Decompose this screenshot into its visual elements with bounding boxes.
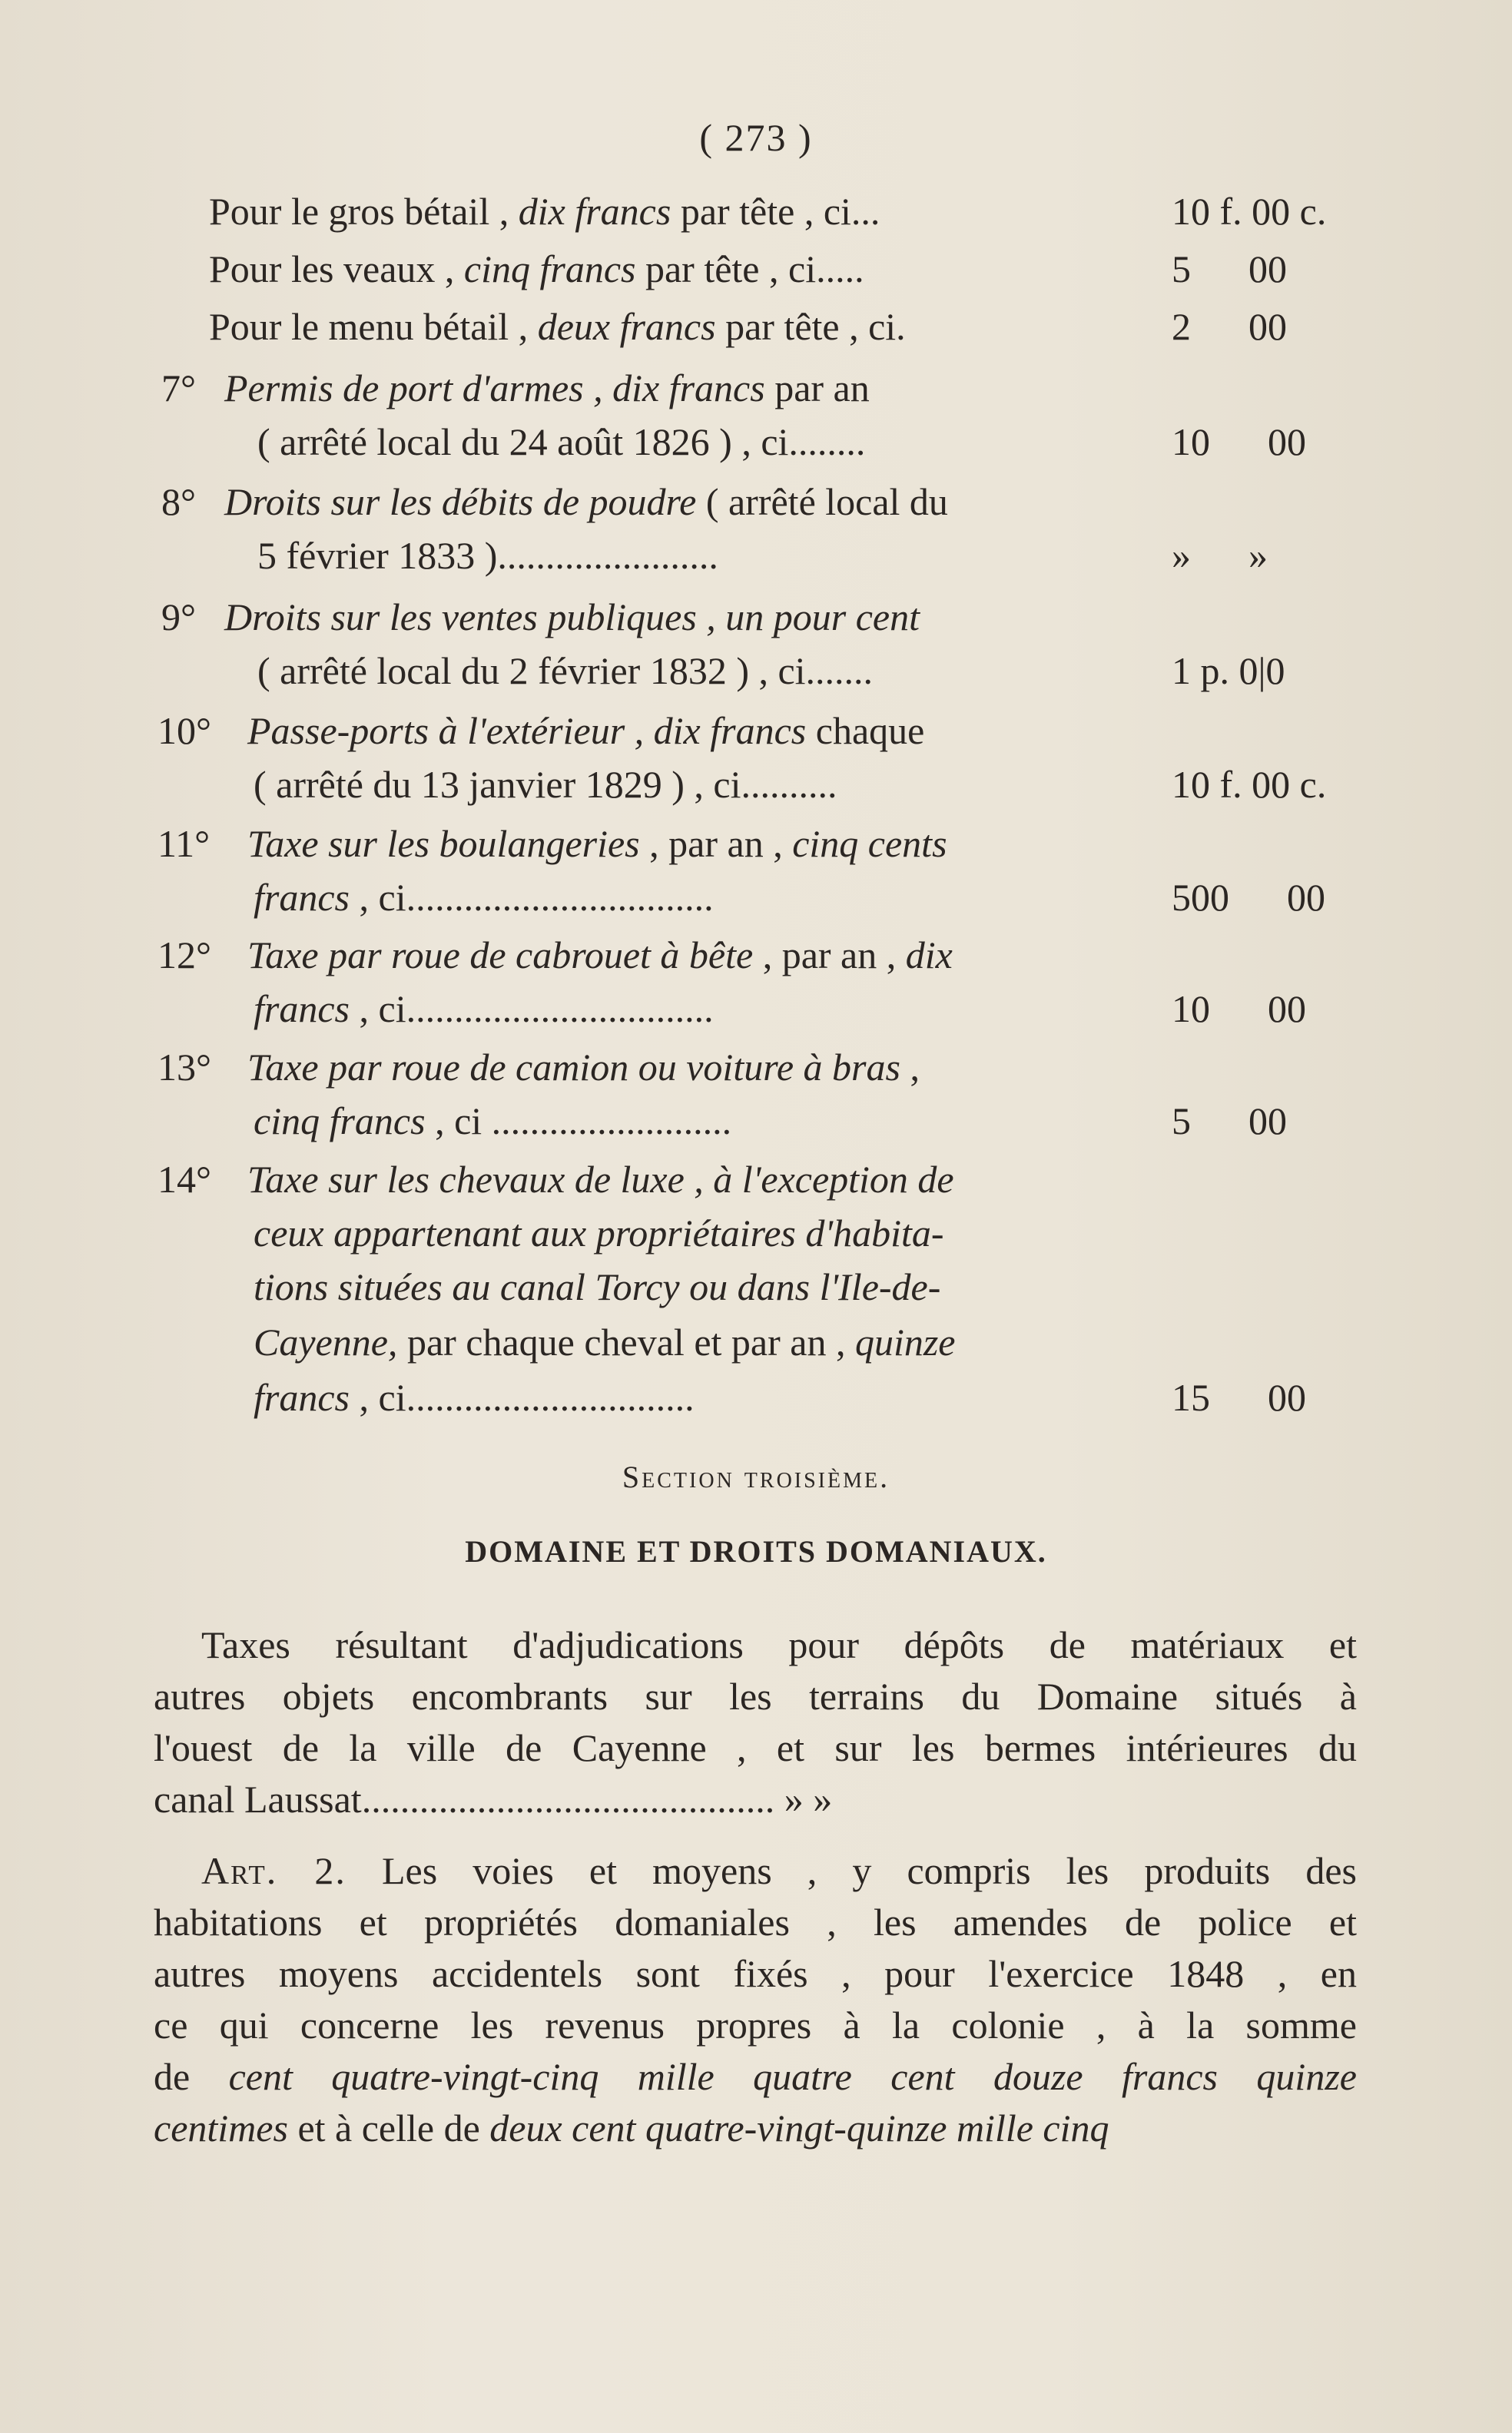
text-run: l'ouest de la ville de Cayenne , et sur les bermes intérieures du xyxy=(154,1726,1357,1769)
paragraph-line xyxy=(154,1619,1357,1671)
text-run: tions situées au canal Torcy ou dans l'Ile-de- xyxy=(254,1265,941,1308)
entry-amount: » » xyxy=(1172,534,1268,577)
text-run: centimes xyxy=(154,2107,288,2150)
text-run: habitations et propriétés domaniales , les amendes de police et xyxy=(154,1901,1357,1944)
text-run: Art. 2. xyxy=(201,1849,346,1892)
text-run: ( arrêté local du 24 août 1826 ) , ci........ xyxy=(257,420,866,463)
text-run: ceux appartenant aux propriétaires d'habita- xyxy=(254,1212,944,1255)
text-run: ( arrêté local du xyxy=(696,480,948,523)
text-run: dix francs xyxy=(518,190,671,233)
entry-number: 10° xyxy=(158,709,211,752)
text-run: Passe-ports à l'extérieur , dix francs xyxy=(247,709,807,752)
text-run: Taxes résultant d'adjudications pour dépôts de matériaux et xyxy=(201,1623,1357,1666)
text-run: quinze xyxy=(854,1321,956,1364)
text-run: , ci................................ xyxy=(350,987,714,1030)
text-run: francs xyxy=(254,876,350,919)
paragraph-line xyxy=(154,1722,1357,1774)
entry-line xyxy=(247,1152,954,1206)
entry-line xyxy=(209,300,906,353)
text-run: autres objets encombrants sur les terrains du Domaine situés à xyxy=(154,1675,1357,1718)
entry-line xyxy=(257,644,873,698)
entry-number: 8° xyxy=(161,480,196,523)
section-subtitle: DOMAINE ET DROITS DOMANIAUX. xyxy=(465,1534,1047,1569)
text-run: francs xyxy=(254,987,350,1030)
text-run: Taxe par roue de cabrouet à bête xyxy=(247,933,754,976)
entry-number: 12° xyxy=(158,933,211,976)
text-run: , xyxy=(900,1046,920,1089)
text-run: Pour les veaux , xyxy=(209,247,464,290)
text-run: deux cent quatre-vingt-quinze mille cinq xyxy=(489,2107,1109,2150)
text-run: par tête , ci... xyxy=(671,190,880,233)
entry-line xyxy=(254,1260,940,1314)
text-run: par an xyxy=(764,366,870,409)
text-run: Cayenne, xyxy=(254,1321,398,1364)
section-title: Section troisième. xyxy=(622,1460,890,1494)
text-run: cinq cents xyxy=(792,822,947,865)
text-run: et à celle de xyxy=(287,2107,490,2150)
text-run: cinq francs xyxy=(254,1099,426,1142)
text-run: , ci................................ xyxy=(350,876,714,919)
entry-line xyxy=(247,928,953,982)
entry-number: 7° xyxy=(161,366,196,409)
paragraph-line xyxy=(154,1845,1357,1897)
paragraph-line xyxy=(154,2103,1357,2154)
text-run: canal Laussat........................................... » » xyxy=(154,1778,833,1821)
text-run: deux francs xyxy=(537,305,716,348)
text-run: par tête , ci. xyxy=(715,305,906,348)
paragraph-line xyxy=(154,1948,1357,2000)
text-run: Taxe sur les boulangeries xyxy=(247,822,640,865)
entry-line xyxy=(247,704,924,757)
entry-line xyxy=(254,870,714,924)
text-run: ( arrêté du 13 janvier 1829 ) , ci.......... xyxy=(254,763,837,806)
text-run: chaque xyxy=(806,709,925,752)
entry-amount: 10 f. 00 c. xyxy=(1172,190,1327,233)
text-run: Taxe sur les chevaux de luxe , à l'exception de xyxy=(247,1158,954,1201)
text-run: Droits sur les ventes publiques , un pour cent xyxy=(224,595,920,638)
entry-line xyxy=(257,415,865,469)
entry-line xyxy=(247,817,947,870)
entry-line xyxy=(254,1206,944,1260)
paragraph-line xyxy=(154,1897,1357,1948)
entry-line xyxy=(254,1371,695,1424)
paragraph-line xyxy=(154,1671,1357,1722)
text-run: Permis de port d'armes , dix francs xyxy=(224,366,765,409)
entry-amount: 10 f. 00 c. xyxy=(1172,763,1327,806)
text-run: cinq francs xyxy=(463,247,636,290)
text-run: par tête , ci..... xyxy=(635,247,864,290)
entry-line xyxy=(257,529,718,582)
entry-amount: 2 00 xyxy=(1172,305,1287,348)
text-run: par chaque cheval et par an , xyxy=(397,1321,855,1364)
text-run: de xyxy=(154,2055,229,2098)
entry-amount: 15 00 xyxy=(1172,1376,1306,1419)
text-run: , par an , xyxy=(639,822,793,865)
text-run: Pour le menu bétail , xyxy=(209,305,538,348)
page-number: ( 273 ) xyxy=(699,116,813,159)
entry-line xyxy=(254,757,837,811)
entry-amount: 500 00 xyxy=(1172,876,1325,919)
text-run: autres moyens accidentels sont fixés , pour l'exercice 1848 , en xyxy=(154,1952,1357,1995)
entry-line xyxy=(254,982,714,1036)
text-run: , ci ......................... xyxy=(425,1099,732,1142)
entry-amount: 5 00 xyxy=(1172,1099,1287,1142)
entry-amount: 10 00 xyxy=(1172,420,1306,463)
article-2-paragraph xyxy=(154,1845,1357,2154)
domain-taxes-paragraph xyxy=(154,1619,1357,1825)
entry-line xyxy=(209,184,880,238)
text-run: ce qui concerne les revenus propres à la colonie , à la somme xyxy=(154,2004,1357,2047)
entry-line xyxy=(224,475,948,529)
entry-line xyxy=(247,1040,920,1094)
text-run: ( arrêté local du 2 février 1832 ) , ci....... xyxy=(257,649,874,692)
text-run: Taxe par roue de camion ou voiture à bras xyxy=(247,1046,900,1089)
entry-amount: 10 00 xyxy=(1172,987,1306,1030)
text-run: , ci.............................. xyxy=(350,1376,695,1419)
entry-number: 11° xyxy=(158,822,211,865)
entry-amount: 1 p. 0|0 xyxy=(1172,649,1285,692)
entry-number: 13° xyxy=(158,1046,211,1089)
text-run: francs xyxy=(254,1376,350,1419)
entry-line xyxy=(209,242,864,296)
text-run: , par an , xyxy=(753,933,906,976)
text-run: Pour le gros bétail , xyxy=(209,190,519,233)
entry-line xyxy=(254,1094,731,1148)
entry-line xyxy=(224,361,870,415)
text-run: 5 février 1833 )....................... xyxy=(257,534,718,577)
text-run: dix xyxy=(905,933,953,976)
paragraph-line xyxy=(154,2000,1357,2051)
entry-amount: 5 00 xyxy=(1172,247,1287,290)
paragraph-line xyxy=(154,1774,1357,1825)
entry-line xyxy=(254,1315,956,1369)
entry-line xyxy=(224,590,920,644)
paragraph-line xyxy=(154,2051,1357,2103)
text-run: Droits sur les débits de poudre xyxy=(224,480,697,523)
text-run: Les voies et moyens , y compris les produits des xyxy=(346,1849,1357,1892)
entry-number: 9° xyxy=(161,595,196,638)
entry-number: 14° xyxy=(158,1158,211,1201)
text-run: cent quatre-vingt-cinq mille quatre cent douze francs quinze xyxy=(228,2055,1357,2098)
